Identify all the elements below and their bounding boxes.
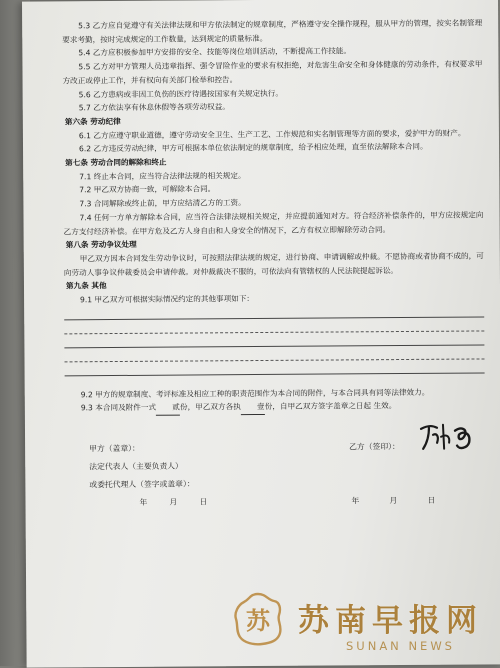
clause-9-3-part-b: 份，甲乙双方各执 <box>180 402 241 413</box>
clause-7-4: 7.4 任何一方单方解除本合同，应当符合法律法规相关规定，并应提前通知对方。符合经济补偿条件的，甲方应按规定向乙方支付经济补偿。在甲方危及乙方人身自由和人身安全的情况下，乙方有权立即解除劳动合同。 <box>63 210 484 236</box>
copies-each: 壹 <box>241 400 265 415</box>
clause-7-3: 7.3 合同解除或终止前，甲方应结清乙方的工资。 <box>79 198 246 209</box>
clause-8: 甲乙双方因本合同发生劳动争议时，可按照法律法规的规定，进行协商、申请调解或仲裁。不愿协商或者协商不成的，可向劳动人事争议仲裁委员会申请仲裁。对仲裁裁决不服的，可依法向有管辖权的人民法院提起诉讼。 <box>63 251 484 278</box>
clause-9-3-part-a: 9.3 本合同及附件一式 <box>80 403 157 413</box>
copies-count: 贰 <box>156 401 180 416</box>
watermark-title: 苏南早报网 <box>298 603 483 639</box>
party-b-day: 日 <box>427 495 436 506</box>
agent-label: 或委托代理人（签字或盖章）： <box>89 479 195 490</box>
party-a-month: 月 <box>169 497 178 507</box>
sunan-news-watermark <box>228 583 500 666</box>
clause-5-6: 5.6 乙方患病或非因工负伤的医疗待遇按国家有关规定执行。 <box>78 88 283 99</box>
article-6-heading: 第六条 劳动纪律 <box>64 116 121 127</box>
clause-9-1: 9.1 甲乙双方可根据实际情况约定的其他事项如下： <box>80 294 255 305</box>
clause-9-2: 9.2 甲方的规章制度、考评标准及相应工种的职责范围作为本合同的附件，与本合同具有同等法律效力。 <box>80 387 430 400</box>
clause-7-1: 7.1 终止本合同，应当符合法律法规的相关规定。 <box>79 170 246 182</box>
party-a-year: 年 <box>139 497 148 508</box>
signature-section <box>65 426 486 569</box>
party-b-year: 年 <box>351 496 360 506</box>
seal-char: 苏 <box>246 606 270 635</box>
clause-5-4: 5.4 乙方应积极参加甲方安排的安全、技能等岗位培训活动，不断提高工作技能。 <box>78 46 352 58</box>
clause-6-2: 6.2 乙方违反劳动纪律，甲方可根据本单位依法制定的规章制度，给予相应处理，直至依法解除本合同。 <box>78 142 428 154</box>
clause-9-3 <box>65 399 485 417</box>
article-8-heading: 第八条 劳动争议处理 <box>65 240 137 250</box>
article-9-heading: 第九条 其他 <box>65 281 107 291</box>
article-7-heading: 第七条 劳动合同的解除和终止 <box>65 157 167 168</box>
clause-6-1: 6.1 乙方应遵守职业道德，遵守劳动安全卫生、生产工艺、工作规范和实名制管理等方面的要求，爱护甲方的财产。 <box>78 128 466 140</box>
watermark-subtitle: SUNAN NEWS <box>346 639 455 653</box>
handwritten-signature <box>417 419 479 453</box>
contract-body <box>62 16 486 568</box>
clause-7-2: 7.2 甲乙双方协商一致，可解除本合同。 <box>79 184 216 195</box>
clause-5-7: 5.7 乙方依法享有休息休假等各项劳动权益。 <box>78 102 230 113</box>
party-b-month: 月 <box>389 496 398 506</box>
legal-representative-label: 法定代表人（主要负责人） <box>89 461 183 472</box>
seal-icon <box>232 591 284 647</box>
clause-9-3-part-c: 份，自甲乙双方签字盖章之日起 生效。 <box>264 401 397 412</box>
party-b-label: 乙方（签印）： <box>349 442 400 452</box>
clause-5-5: 5.5 乙方对甲方管理人员违章指挥、强令冒险作业的要求有权拒绝，对危害生命安全和身体健康的劳动条件，有权要求甲方改正或停止工作，并有权向有关部门检举和控告。 <box>62 59 483 86</box>
party-a-day: 日 <box>199 497 208 507</box>
clause-5-3: 5.3 乙方应自觉遵守有关法律法规和甲方依法制定的规章制度，严格遵守安全操作规程，服从甲方的管理，按实名制管理要求考勤，按时完成规定的工作数量，达到规定的质量标准。 <box>62 18 483 45</box>
blank-line <box>65 360 485 376</box>
party-a-label: 甲方（盖章）： <box>89 444 140 454</box>
contract-page <box>22 0 500 668</box>
